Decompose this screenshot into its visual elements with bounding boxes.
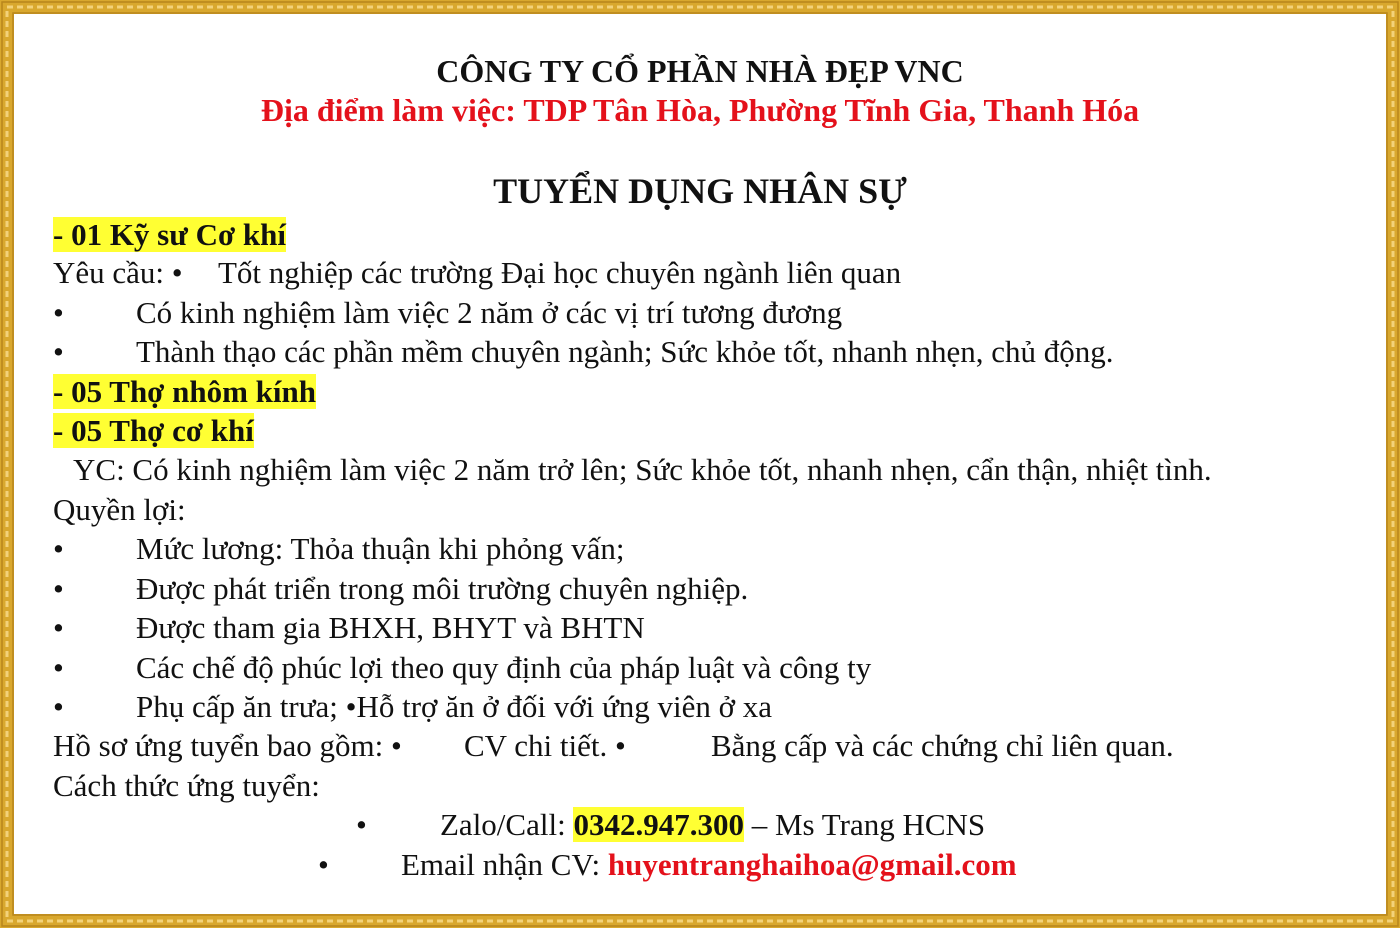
company-name: CÔNG TY CỔ PHẦN NHÀ ĐẸP VNC	[436, 53, 964, 89]
bullet: •	[53, 531, 64, 566]
contact-name: – Ms Trang HCNS	[751, 807, 986, 842]
requirement-item: Tốt nghiệp các trường Đại học chuyên ngành liên quan	[218, 255, 902, 290]
mechanic-requirements: YC: Có kinh nghiệm làm việc 2 năm trở lên; Sức khỏe tốt, nhanh nhẹn, cẩn thận, nhiệt tình.	[73, 452, 1212, 487]
documents-cv: CV chi tiết. •	[464, 728, 626, 763]
bullet: •	[356, 807, 367, 842]
bullet: •	[53, 571, 64, 606]
benefit-item: Mức lương: Thỏa thuận khi phỏng vấn;	[136, 531, 625, 566]
zalo-prefix: Zalo/Call:	[440, 807, 566, 842]
bullet: •	[53, 610, 64, 645]
position-mechanic: - 05 Thợ cơ khí	[53, 413, 254, 448]
bullet: •	[53, 295, 64, 330]
bullet: •	[53, 334, 64, 369]
contact-phone-line	[440, 806, 985, 844]
documents-label: Hồ sơ ứng tuyển bao gồm: •	[53, 728, 402, 763]
position-engineer: - 01 Kỹ sư Cơ khí	[53, 217, 286, 252]
email-link[interactable]: huyentranghaihoa@gmail.com	[607, 847, 1017, 882]
bullet: •	[53, 650, 64, 685]
work-location: Địa điểm làm việc: TDP Tân Hòa, Phường Tĩnh Gia, Thanh Hóa	[260, 92, 1140, 128]
email-prefix: Email nhận CV:	[401, 847, 601, 882]
contact-email-line	[401, 846, 1017, 884]
benefit-item: Các chế độ phúc lợi theo quy định của pháp luật và công ty	[136, 650, 872, 685]
benefits-label: Quyền lợi:	[53, 492, 186, 527]
page-title: TUYỂN DỤNG NHÂN SỰ	[493, 171, 907, 211]
requirements-label: Yêu cầu: •	[53, 255, 183, 290]
requirement-item: Thành thạo các phần mềm chuyên ngành; Sức khỏe tốt, nhanh nhẹn, chủ động.	[136, 334, 1114, 369]
phone-number[interactable]: 0342.947.300	[573, 807, 744, 842]
documents-certs: Bằng cấp và các chứng chỉ liên quan.	[711, 728, 1174, 763]
bullet: •	[53, 689, 64, 724]
apply-label: Cách thức ứng tuyển:	[53, 768, 320, 803]
benefit-item: Phụ cấp ăn trưa; •Hỗ trợ ăn ở đối với ứng viên ở xa	[136, 689, 773, 724]
benefit-item: Được phát triển trong môi trường chuyên nghiệp.	[136, 571, 749, 606]
position-aluminum: - 05 Thợ nhôm kính	[53, 374, 316, 409]
requirement-item: Có kinh nghiệm làm việc 2 năm ở các vị trí tương đương	[136, 295, 843, 330]
benefit-item: Được tham gia BHXH, BHYT và BHTN	[136, 610, 645, 645]
bullet: •	[318, 847, 329, 882]
